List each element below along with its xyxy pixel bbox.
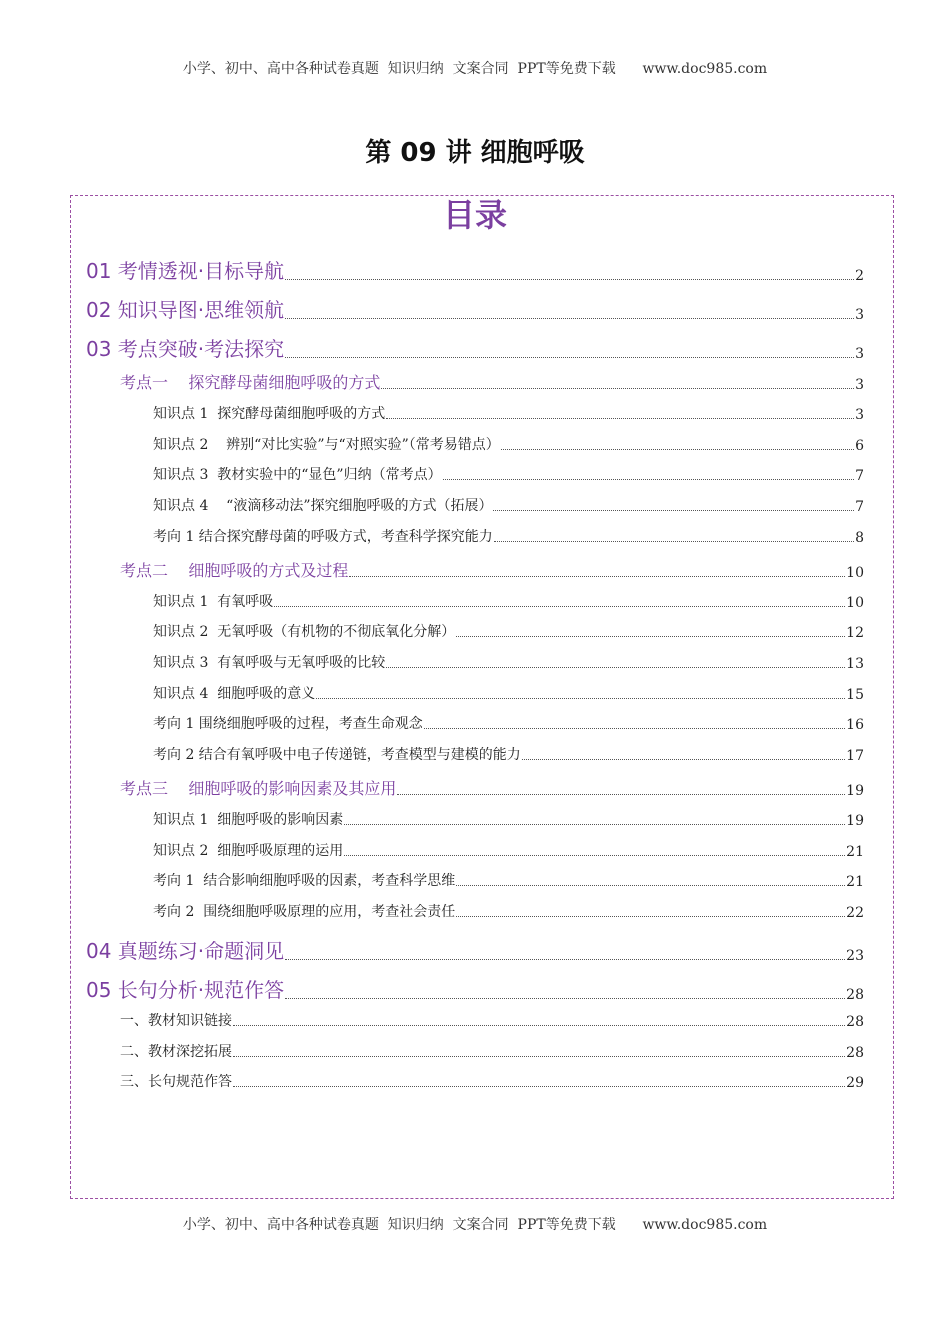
- toc-heading: 目录: [442, 196, 507, 234]
- toc-page-number: 15: [846, 687, 864, 703]
- toc-entry-item[interactable]: [153, 870, 864, 890]
- toc-leader-dots: [456, 885, 845, 886]
- toc-leader-dots: [424, 728, 845, 729]
- toc-entry-section-05[interactable]: [86, 974, 864, 1003]
- toc-leader-dots: [285, 998, 845, 999]
- toc-entry-item[interactable]: [153, 621, 864, 641]
- toc-entry-item[interactable]: [153, 495, 864, 515]
- toc-entry-label: 04 真题练习·命题洞见: [86, 939, 285, 963]
- toc-page-number: 13: [846, 656, 864, 672]
- toc-leader-dots: [233, 1086, 845, 1087]
- toc-leader-dots: [316, 698, 845, 699]
- toc-leader-dots: [443, 479, 855, 480]
- toc-entry-label: 考向 1 结合探究酵母菌的呼吸方式，考查科学探究能力: [153, 529, 493, 545]
- toc-leader-dots: [456, 636, 845, 637]
- toc-entry-label: 知识点 2 辨别“对比实验”与“对照实验”（常考易错点）: [153, 437, 500, 453]
- toc-entry-label: 知识点 1 有氧呼吸: [153, 594, 274, 610]
- toc-entry-label: 05 长句分析·规范作答: [86, 978, 285, 1002]
- toc-entry-item[interactable]: [153, 652, 864, 672]
- toc-entry-kaodian-1[interactable]: [120, 370, 864, 393]
- toc-entry-item[interactable]: [153, 744, 864, 764]
- toc-page-number: 2: [855, 268, 864, 284]
- toc-page-number: 19: [846, 783, 864, 799]
- toc-leader-dots: [494, 541, 854, 542]
- toc-entry-kaodian-3[interactable]: [120, 776, 864, 799]
- toc-entry-label: 考点三 细胞呼吸的影响因素及其应用: [120, 779, 397, 798]
- toc-page-number: 7: [855, 468, 864, 484]
- toc-leader-dots: [493, 510, 854, 511]
- toc-entry-label: 二、教材深挖拓展: [120, 1044, 232, 1060]
- toc-page-number: 3: [855, 407, 864, 423]
- toc-entry-label: 02 知识导图·思维领航: [86, 298, 285, 322]
- toc-entry-label: 知识点 2 细胞呼吸原理的运用: [153, 843, 344, 859]
- toc-leader-dots: [285, 959, 845, 960]
- page-footer: 小学、初中、高中各种试卷真题 知识归纳 文案合同 PPT等免费下载 www.doc985.com: [182, 1217, 768, 1233]
- toc-entry-item[interactable]: [153, 403, 864, 423]
- toc-leader-dots: [233, 1056, 845, 1057]
- toc-page-number: 8: [855, 530, 864, 546]
- toc-page-number: 3: [855, 346, 864, 362]
- toc-leader-dots: [456, 916, 845, 917]
- toc-entry-label: 考向 1 结合影响细胞呼吸的因素，考查科学思维: [153, 873, 456, 889]
- toc-entry-label: 考向 1 围绕细胞呼吸的过程，考查生命观念: [153, 716, 423, 732]
- toc-page-number: 17: [846, 748, 864, 764]
- toc-page-number: 28: [846, 1014, 864, 1030]
- toc-entry-label: 知识点 4 细胞呼吸的意义: [153, 686, 316, 702]
- toc-entry-item[interactable]: [153, 591, 864, 611]
- toc-page-number: 29: [846, 1075, 864, 1091]
- toc-entry-item[interactable]: [153, 683, 864, 703]
- toc-page-number: 7: [855, 499, 864, 515]
- toc-entry-label: 知识点 3 教材实验中的“显色”归纳（常考点）: [153, 467, 442, 483]
- toc-leader-dots: [386, 667, 845, 668]
- toc-entry-label: 三、长句规范作答: [120, 1074, 232, 1090]
- toc-entry-section-04[interactable]: [86, 935, 864, 964]
- toc-page-number: 12: [846, 625, 864, 641]
- toc-entry-label: 01 考情透视·目标导航: [86, 259, 285, 283]
- toc-entry-item[interactable]: [120, 1071, 864, 1091]
- toc-page-number: 28: [846, 1045, 864, 1061]
- toc-page-number: 10: [846, 565, 864, 581]
- toc-leader-dots: [501, 449, 854, 450]
- toc-entry-item[interactable]: [153, 526, 864, 546]
- toc-leader-dots: [522, 759, 845, 760]
- toc-entry-label: 考向 2 围绕细胞呼吸原理的应用，考查社会责任: [153, 904, 456, 920]
- toc-entry-item[interactable]: [153, 840, 864, 860]
- toc-page-number: 16: [846, 717, 864, 733]
- toc-leader-dots: [344, 855, 845, 856]
- toc-entry-label: 考点二 细胞呼吸的方式及过程: [120, 561, 349, 580]
- toc-entry-item[interactable]: [153, 713, 864, 733]
- toc-page-number: 21: [846, 874, 864, 890]
- toc-page-number: 28: [846, 987, 864, 1003]
- toc-page-number: 10: [846, 595, 864, 611]
- toc-leader-dots: [386, 418, 854, 419]
- toc-entry-item[interactable]: [153, 464, 864, 484]
- toc-entry-label: 考点一 探究酵母菌细胞呼吸的方式: [120, 373, 381, 392]
- toc-leader-dots: [233, 1025, 845, 1026]
- toc-page-number: 22: [846, 905, 864, 921]
- toc-entry-label: 一、教材知识链接: [120, 1013, 232, 1029]
- toc-page-number: 21: [846, 844, 864, 860]
- toc-entry-item[interactable]: [153, 434, 864, 454]
- toc-entry-section-02[interactable]: [86, 294, 864, 323]
- toc-page-number: 23: [846, 948, 864, 964]
- toc-leader-dots: [381, 388, 854, 389]
- toc-page-number: 3: [855, 307, 864, 323]
- toc-entry-item[interactable]: [120, 1010, 864, 1030]
- toc-leader-dots: [285, 279, 854, 280]
- toc-page-number: 19: [846, 813, 864, 829]
- toc-entry-item[interactable]: [153, 901, 864, 921]
- toc-leader-dots: [274, 606, 845, 607]
- toc-entry-label: 03 考点突破·考法探究: [86, 337, 285, 361]
- toc-leader-dots: [285, 357, 854, 358]
- page-header: 小学、初中、高中各种试卷真题 知识归纳 文案合同 PPT等免费下载 www.doc985.com: [182, 61, 768, 77]
- toc-entry-label: 知识点 3 有氧呼吸与无氧呼吸的比较: [153, 655, 386, 671]
- toc-entry-item[interactable]: [153, 809, 864, 829]
- toc-entry-item[interactable]: [120, 1041, 864, 1061]
- toc-leader-dots: [285, 318, 854, 319]
- toc-entry-label: 知识点 1 探究酵母菌细胞呼吸的方式: [153, 406, 386, 422]
- toc-entry-label: 知识点 4 “液滴移动法”探究细胞呼吸的方式（拓展）: [153, 498, 493, 514]
- document-title: 第 09 讲 细胞呼吸: [365, 138, 585, 168]
- toc-leader-dots: [349, 576, 845, 577]
- toc-entry-section-01[interactable]: [86, 255, 864, 284]
- toc-page-number: 3: [855, 377, 864, 393]
- toc-entry-label: 考向 2 结合有氧呼吸中电子传递链，考查模型与建模的能力: [153, 747, 521, 763]
- toc-leader-dots: [344, 824, 845, 825]
- toc-entry-label: 知识点 2 无氧呼吸（有机物的不彻底氧化分解）: [153, 624, 456, 640]
- toc-entry-section-03[interactable]: [86, 333, 864, 362]
- toc-entry-kaodian-2[interactable]: [120, 558, 864, 581]
- toc-entry-label: 知识点 1 细胞呼吸的影响因素: [153, 812, 344, 828]
- toc-leader-dots: [397, 794, 845, 795]
- toc-page-number: 6: [855, 438, 864, 454]
